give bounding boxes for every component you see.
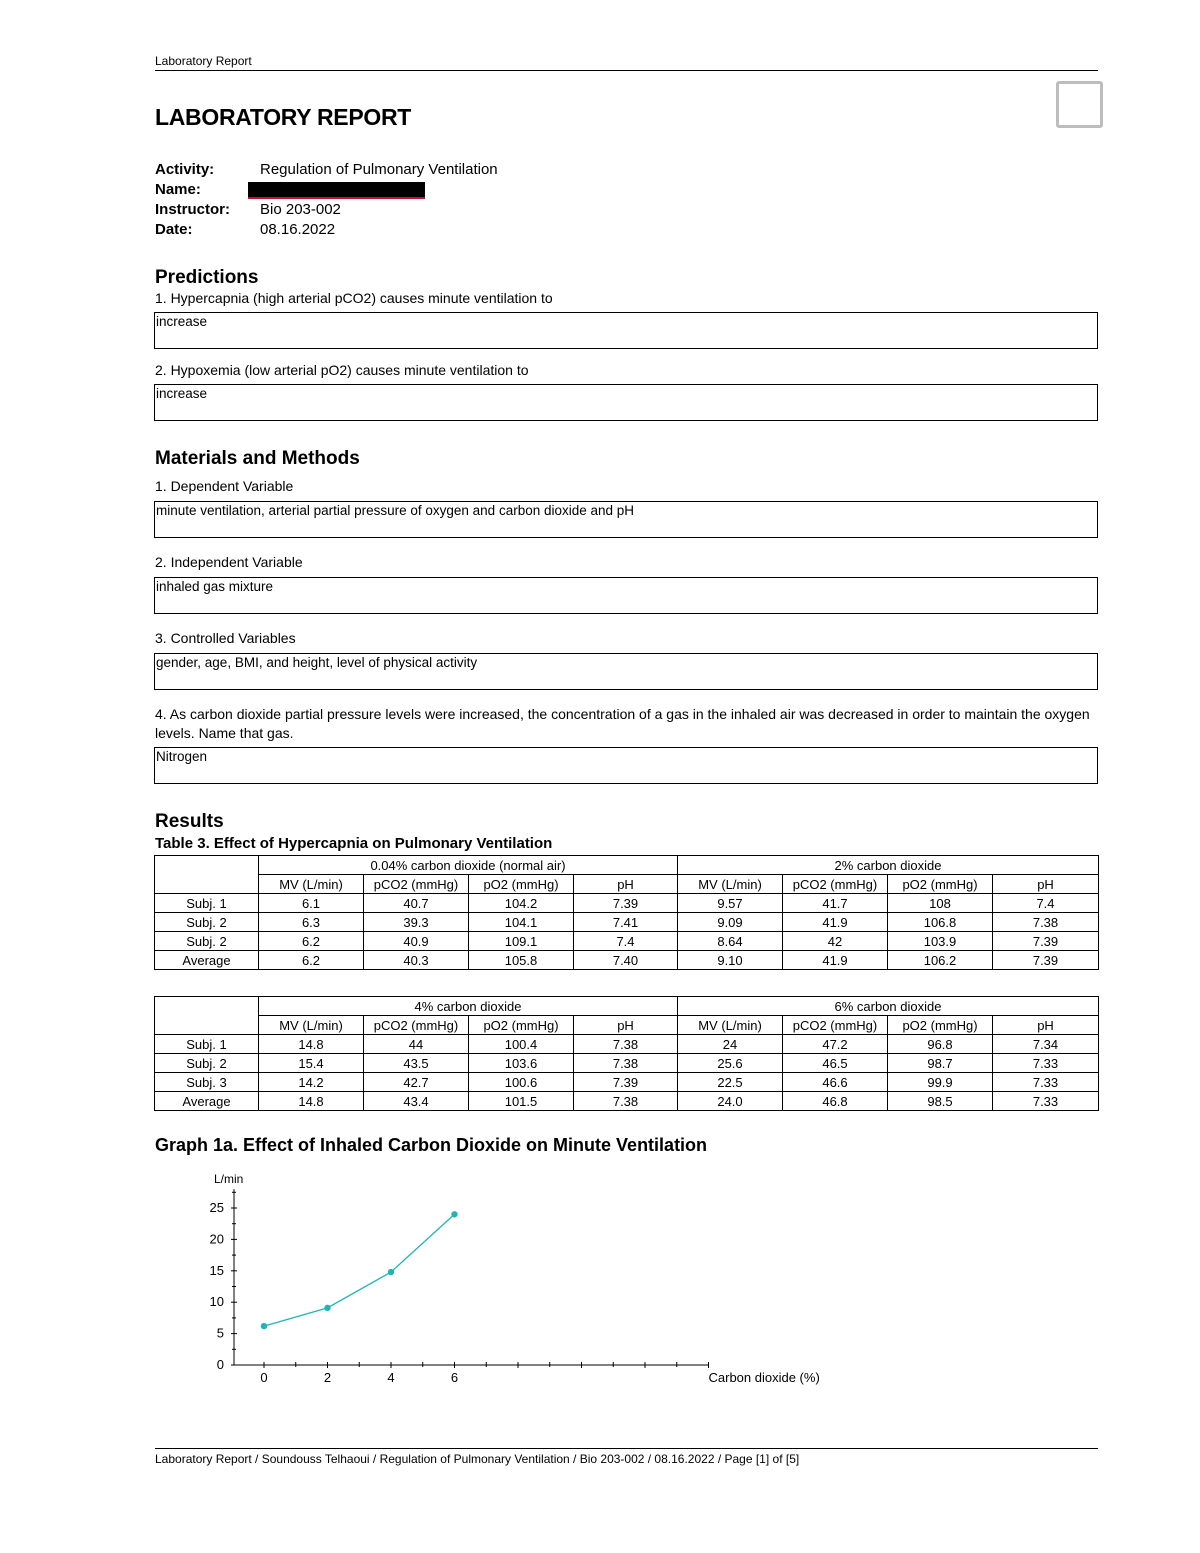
y-tick-label: 25 — [209, 1200, 224, 1215]
y-tick-label: 15 — [209, 1262, 224, 1278]
table-column-header: pCO2 (mmHg) — [783, 875, 888, 894]
table-cell: 41.7 — [783, 894, 888, 913]
table-cell: 7.39 — [574, 894, 678, 913]
prediction-answer-2[interactable]: increase — [154, 384, 1098, 421]
table-row-label: Subj. 2 — [155, 932, 259, 951]
table-cell: 7.39 — [993, 932, 1099, 951]
table-row — [155, 1054, 1099, 1073]
methods-question-4: 4. As carbon dioxide partial pressure levels were increased, the concentration of a gas in the inhaled air was decreased in order to maintain the oxygen levels. Name that gas. — [155, 706, 1090, 741]
table-group-header-row — [155, 997, 1099, 1016]
table-cell: 7.38 — [574, 1054, 678, 1073]
table-column-header: pO2 (mmHg) — [469, 875, 574, 894]
table-cell: 99.9 — [888, 1073, 993, 1092]
name-redaction — [248, 182, 425, 199]
table-column-header-row — [155, 875, 1099, 894]
table-cell: 6.3 — [259, 913, 364, 932]
instructor-value: Bio 203-002 — [260, 201, 341, 218]
table-cell: 43.5 — [364, 1054, 469, 1073]
data-point — [451, 1211, 457, 1217]
x-axis-label: Carbon dioxide (%) — [708, 1370, 820, 1385]
table-cell: 46.6 — [783, 1073, 888, 1092]
table-cell: 98.5 — [888, 1092, 993, 1111]
table-cell: 7.4 — [574, 932, 678, 951]
instructor-label: Instructor: — [155, 201, 230, 218]
table-row-label: Subj. 2 — [155, 1054, 259, 1073]
table-cell: 40.7 — [364, 894, 469, 913]
y-tick-label: 0 — [216, 1357, 224, 1372]
y-tick-label: 20 — [209, 1231, 224, 1247]
results-table-2 — [154, 996, 1099, 1111]
table-cell: 42.7 — [364, 1073, 469, 1092]
table-cell: 7.38 — [993, 913, 1099, 932]
methods-answer-4[interactable]: Nitrogen — [154, 747, 1098, 784]
table-cell: 104.1 — [469, 913, 574, 932]
table-cell: 41.9 — [783, 951, 888, 970]
methods-question-2: 2. Independent Variable — [155, 554, 303, 570]
table-row — [155, 932, 1099, 951]
table-cell: 7.40 — [574, 951, 678, 970]
table-column-header-row — [155, 1016, 1099, 1035]
table-cell: 6.2 — [259, 932, 364, 951]
table-cell: 41.9 — [783, 913, 888, 932]
table-row-label: Average — [155, 951, 259, 970]
data-point — [324, 1305, 330, 1311]
x-tick-label: 2 — [323, 1370, 332, 1385]
results-heading: Results — [155, 811, 224, 832]
table-cell: 103.6 — [469, 1054, 574, 1073]
table-cell: 9.09 — [678, 913, 783, 932]
table-cell: 103.9 — [888, 932, 993, 951]
table-group-header: 2% carbon dioxide — [678, 856, 1099, 875]
table-cell: 98.7 — [888, 1054, 993, 1073]
table-cell: 106.8 — [888, 913, 993, 932]
table-corner-cell — [155, 997, 259, 1035]
table-cell: 108 — [888, 894, 993, 913]
table-row — [155, 1092, 1099, 1111]
data-point — [261, 1323, 267, 1329]
results-table-1 — [154, 855, 1099, 970]
table-group-header: 0.04% carbon dioxide (normal air) — [259, 856, 678, 875]
table-cell: 22.5 — [678, 1073, 783, 1092]
page-footer: Laboratory Report / Soundouss Telhaoui / Regulation of Pulmonary Ventilation / Bio 203-002 / 08.16.2022 / Page [1] of [5] — [155, 1452, 800, 1466]
table-cell: 7.39 — [993, 951, 1099, 970]
table-column-header: pCO2 (mmHg) — [364, 875, 469, 894]
table-column-header: MV (L/min) — [259, 875, 364, 894]
table-cell: 24 — [678, 1035, 783, 1054]
table-cell: 7.4 — [993, 894, 1099, 913]
corner-checkbox[interactable] — [1056, 81, 1103, 128]
table-row-label: Subj. 2 — [155, 913, 259, 932]
table-cell: 39.3 — [364, 913, 469, 932]
table-cell: 14.8 — [259, 1092, 364, 1111]
table-row — [155, 913, 1099, 932]
table-column-header: pH — [993, 875, 1099, 894]
table-cell: 44 — [364, 1035, 469, 1054]
table-cell: 46.5 — [783, 1054, 888, 1073]
table-column-header: MV (L/min) — [259, 1016, 364, 1035]
table-cell: 100.6 — [469, 1073, 574, 1092]
prediction-answer-1[interactable]: increase — [154, 312, 1098, 349]
ventilation-line-chart — [190, 1165, 850, 1395]
table-group-header: 4% carbon dioxide — [259, 997, 678, 1016]
table-cell: 106.2 — [888, 951, 993, 970]
date-label: Date: — [155, 221, 193, 238]
table-cell: 96.8 — [888, 1035, 993, 1054]
table-cell: 6.2 — [259, 951, 364, 970]
graph-title: Graph 1a. Effect of Inhaled Carbon Dioxide on Minute Ventilation — [155, 1135, 708, 1155]
table-cell: 7.38 — [574, 1035, 678, 1054]
table-column-header: MV (L/min) — [678, 1016, 783, 1035]
table-column-header: pH — [574, 875, 678, 894]
table-cell: 14.8 — [259, 1035, 364, 1054]
table-cell: 7.33 — [993, 1092, 1099, 1111]
methods-heading: Materials and Methods — [155, 448, 360, 469]
table-cell: 8.64 — [678, 932, 783, 951]
table-group-header-row — [155, 856, 1099, 875]
x-tick-label: 0 — [260, 1370, 268, 1385]
table-cell: 7.34 — [993, 1035, 1099, 1054]
predictions-heading: Predictions — [155, 267, 259, 288]
activity-label: Activity: — [155, 161, 215, 178]
table-row-label: Subj. 3 — [155, 1073, 259, 1092]
table-row — [155, 1073, 1099, 1092]
table-cell: 14.2 — [259, 1073, 364, 1092]
table-cell: 9.10 — [678, 951, 783, 970]
table-cell: 7.33 — [993, 1054, 1099, 1073]
table-cell: 43.4 — [364, 1092, 469, 1111]
methods-question-3: 3. Controlled Variables — [155, 630, 296, 646]
data-point — [388, 1269, 394, 1275]
name-label: Name: — [155, 181, 201, 198]
table-row-label: Subj. 1 — [155, 1035, 259, 1054]
methods-answer-1[interactable]: minute ventilation, arterial partial pressure of oxygen and carbon dioxide and pH — [154, 501, 1098, 538]
activity-value: Regulation of Pulmonary Ventilation — [260, 161, 498, 178]
table-cell: 100.4 — [469, 1035, 574, 1054]
table-row — [155, 894, 1099, 913]
table-cell: 109.1 — [469, 932, 574, 951]
header-divider — [155, 70, 1098, 71]
table-title: Table 3. Effect of Hypercapnia on Pulmonary Ventilation — [155, 835, 553, 852]
table-corner-cell — [155, 856, 259, 894]
table-row-label: Average — [155, 1092, 259, 1111]
x-tick-label: 6 — [450, 1370, 459, 1385]
footer-divider — [155, 1448, 1098, 1449]
table-cell: 24.0 — [678, 1092, 783, 1111]
prediction-question-2: 2. Hypoxemia (low arterial pO2) causes minute ventilation to — [155, 362, 529, 378]
table-cell: 47.2 — [783, 1035, 888, 1054]
prediction-question-1: 1. Hypercapnia (high arterial pCO2) causes minute ventilation to — [155, 290, 553, 306]
y-axis-label: L/min — [214, 1172, 244, 1187]
table-column-header: pO2 (mmHg) — [888, 1016, 993, 1035]
table-column-header: pO2 (mmHg) — [888, 875, 993, 894]
table-column-header: pH — [993, 1016, 1099, 1035]
table-column-header: pO2 (mmHg) — [469, 1016, 574, 1035]
table-cell: 7.38 — [574, 1092, 678, 1111]
table-column-header: pCO2 (mmHg) — [364, 1016, 469, 1035]
table-column-header: MV (L/min) — [678, 875, 783, 894]
table-column-header: pCO2 (mmHg) — [783, 1016, 888, 1035]
table-column-header: pH — [574, 1016, 678, 1035]
running-header: Laboratory Report — [155, 54, 252, 68]
methods-answer-2[interactable]: inhaled gas mixture — [154, 577, 1098, 614]
date-value: 08.16.2022 — [260, 221, 336, 238]
table-cell: 9.57 — [678, 894, 783, 913]
y-tick-label: 5 — [216, 1325, 224, 1341]
methods-question-1: 1. Dependent Variable — [155, 478, 294, 494]
series-line — [264, 1214, 455, 1326]
y-tick-label: 10 — [209, 1294, 224, 1310]
table-cell: 101.5 — [469, 1092, 574, 1111]
table-cell: 7.33 — [993, 1073, 1099, 1092]
table-cell: 46.8 — [783, 1092, 888, 1111]
table-cell: 7.39 — [574, 1073, 678, 1092]
table-cell: 104.2 — [469, 894, 574, 913]
table-cell: 25.6 — [678, 1054, 783, 1073]
table-row-label: Subj. 1 — [155, 894, 259, 913]
table-row — [155, 951, 1099, 970]
table-cell: 40.3 — [364, 951, 469, 970]
x-tick-label: 4 — [387, 1370, 395, 1385]
table-cell: 40.9 — [364, 932, 469, 951]
table-group-header: 6% carbon dioxide — [678, 997, 1099, 1016]
table-row — [155, 1035, 1099, 1054]
table-cell: 7.41 — [574, 913, 678, 932]
table-cell: 105.8 — [469, 951, 574, 970]
methods-answer-3[interactable]: gender, age, BMI, and height, level of physical activity — [154, 653, 1098, 690]
table-cell: 6.1 — [259, 894, 364, 913]
table-cell: 15.4 — [259, 1054, 364, 1073]
report-title: LABORATORY REPORT — [155, 104, 412, 130]
table-cell: 42 — [783, 932, 888, 951]
